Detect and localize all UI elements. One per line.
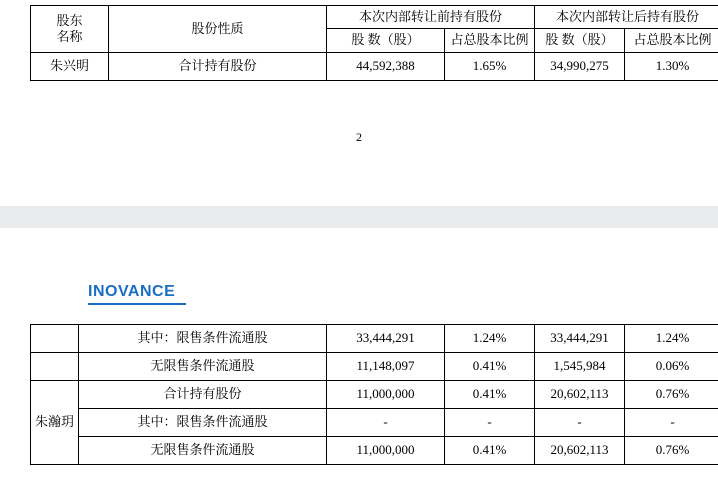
cell-shares-before: 11,000,000 [327,437,445,465]
cell-share-nature: 合计持有股份 [109,52,327,80]
header-ratio-before: 占总股本比例 [445,29,535,52]
cell-shares-after: 20,602,113 [535,437,625,465]
table-row [31,52,718,80]
cell-shares-after: - [535,409,625,437]
table-row [31,325,718,353]
cell-share-nature: 其中：限售条件流通股 [79,409,327,437]
header-group-before-transfer: 本次内部转让前持有股份 [327,6,535,29]
cell-shares-after: 33,444,291 [535,325,625,353]
page-number: 2 [356,130,362,144]
cell-ratio-before: 1.65% [445,52,535,80]
cell-ratio-after: 1.24% [625,325,718,353]
header-ratio-after: 占总股本比例 [625,29,718,52]
logo-wordmark: INOVANCE [88,283,176,300]
cell-ratio-before: 0.41% [445,353,535,381]
table-header [31,6,718,53]
page-separator [0,206,718,228]
header-share-nature: 股份性质 [109,6,327,53]
cell-ratio-before: 0.41% [445,381,535,409]
shareholding-table-top [30,5,712,81]
company-logo [88,283,186,305]
cell-shareholder-name [31,325,79,353]
cell-shares-before: - [327,409,445,437]
cell-shareholder-name: 朱瀚玥 [31,381,79,465]
header-group-after-transfer: 本次内部转让后持有股份 [535,6,718,29]
header-shareholder-name-line1: 股东 [56,12,83,28]
cell-shareholder-name [31,353,79,381]
cell-share-nature: 合计持有股份 [79,381,327,409]
cell-ratio-before: 0.41% [445,437,535,465]
cell-shareholder-name: 朱兴明 [31,52,109,80]
table [30,5,718,81]
shareholding-table-bottom [30,324,688,465]
cell-shares-before: 11,148,097 [327,353,445,381]
table-row [31,353,718,381]
cell-ratio-before: - [445,409,535,437]
cell-shares-before: 11,000,000 [327,381,445,409]
cell-ratio-after: 0.76% [625,437,718,465]
cell-share-nature: 其中：限售条件流通股 [79,325,327,353]
cell-ratio-before: 1.24% [445,325,535,353]
cell-share-nature: 无限售条件流通股 [79,437,327,465]
header-shareholder-name-line2: 名称 [56,28,83,44]
header-shares-before: 股 数（股） [327,29,445,52]
cell-share-nature: 无限售条件流通股 [79,353,327,381]
cell-ratio-after: 1.30% [625,52,718,80]
header-shareholder-name [31,6,109,53]
cell-shares-before: 44,592,388 [327,52,445,80]
table [30,324,718,465]
table-body [31,325,718,465]
cell-shares-after: 1,545,984 [535,353,625,381]
cell-shares-after: 34,990,275 [535,52,625,80]
cell-ratio-after: 0.76% [625,381,718,409]
cell-shares-after: 20,602,113 [535,381,625,409]
header-shares-after: 股 数（股） [535,29,625,52]
table-row [31,437,718,465]
table-row [31,381,718,409]
cell-shares-before: 33,444,291 [327,325,445,353]
table-header-row-1 [31,6,718,29]
logo-underline [88,303,186,305]
cell-ratio-after: - [625,409,718,437]
table-row [31,409,718,437]
table-body [31,52,718,80]
cell-ratio-after: 0.06% [625,353,718,381]
